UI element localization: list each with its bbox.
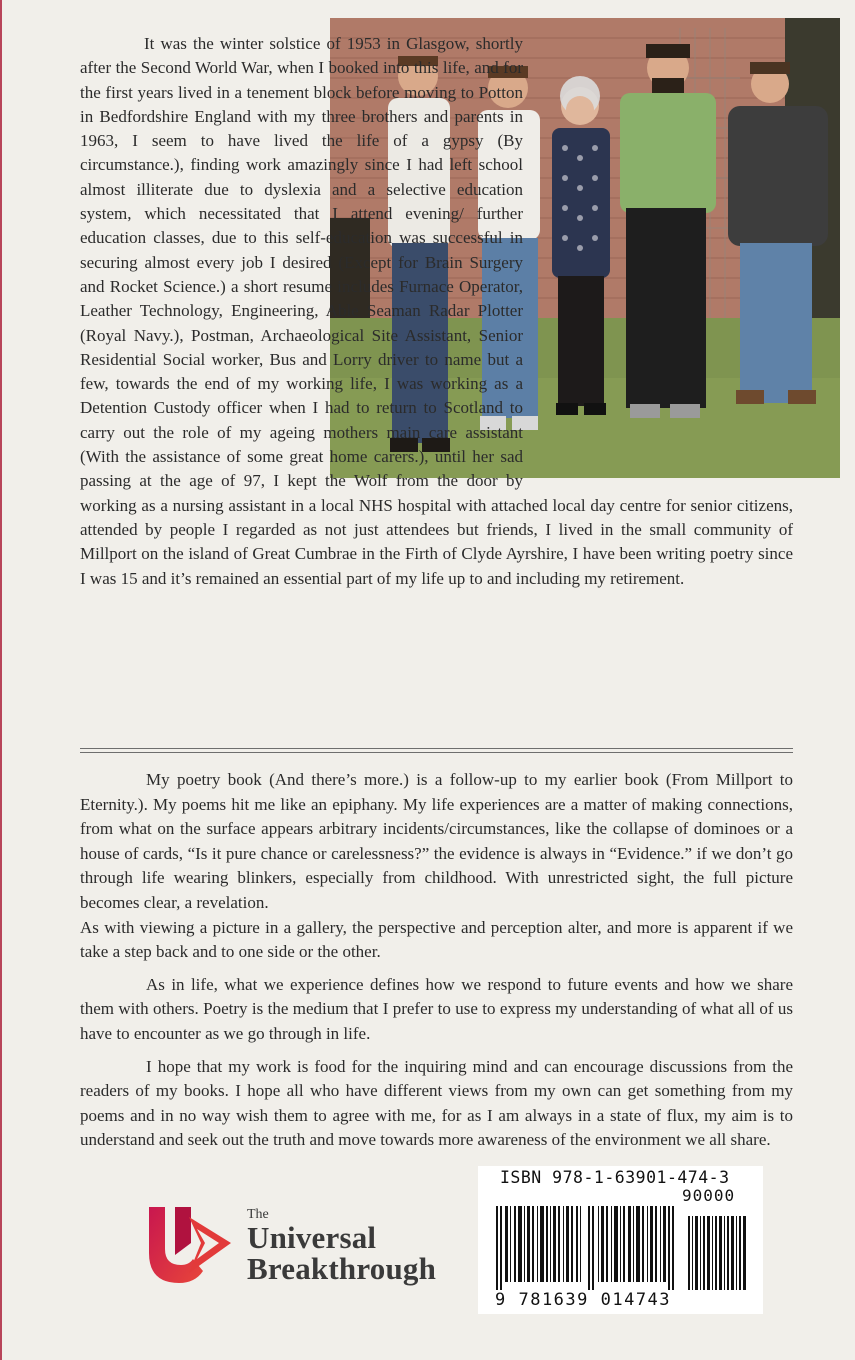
divider-line-bottom [80,752,793,753]
publisher-wordmark [247,1208,436,1284]
barcode-ean-digits: 9 781639 014743 [495,1290,672,1310]
essay-paragraph-3: As in life, what we experience defines how we respond to future events and how we share them with others. Poetry is the medium that I prefer to use to express my understanding of what all of us have to encounter as we go through in life. [80,974,793,1043]
publisher-logo [145,1200,465,1290]
photo-wrap-space [531,32,793,482]
essay-paragraph-4: I hope that my work is food for the inquiring mind and can encourage discussions from the readers of my books. I hope all who have different views from my own can get something from my poems and in no way wish them to agree with me, for as I am always in a state of flux, my aim is to understand and seek out the truth and move towards more awareness of the environment we all share. [80,1056,793,1150]
barcode-addon-digits: 90000 [682,1186,736,1205]
universal-breakthrough-logo-icon [145,1203,233,1285]
cover-edge-line [0,0,2,1360]
barcode-bars-icon [494,1206,749,1290]
essay-paragraph-2: As with viewing a picture in a gallery, the perspective and perception alter, and more is apparent if we take a step back and to one side or the other. [80,917,793,962]
publisher-the: The [247,1207,269,1222]
divider-line-top [80,748,793,749]
author-bio [80,32,793,591]
publisher-name-line1: Universal [247,1220,377,1255]
isbn-barcode [478,1166,763,1314]
book-description [80,768,793,1153]
isbn-label: ISBN 978-1-63901-474-3 [500,1168,730,1187]
bio-text: It was the winter solstice of 1953 in Glasgow, shortly after the Second World War, when I booked into this life, and for the first years lived in a tenement block before moving to Potton in Bedfordshire England with my three brothers and parents in 1963, I seem to have lived the life of a gypsy (By circumstance.), finding work amazingly since I had left school almost illiterate due to dyslexia and a selective education system, which necessitated that I attend evening/ further education classes, due to this self-education was successful in securing almost every job I desired (Except for Brain Surgery and Rocket Science.) a short resume includes Furnace Operator, Leather Technology, Engineering, Able Seaman Radar Plotter (Royal Navy.), Postman, Archaeological Site Assistant, Senior Residential Social worker, Bus and Lorry driver to name but a few, towards the end of my working life, I was working as a Detention Custody officer when I had to return to Scotland to carry out the role of my ageing mothers main care assistant (With the assistance of some great home carers.), until her sad passing at the age of 97, I kept the Wolf from the door by working as a nursing assistant in a local NHS hospital with attached local day centre for senior citizens, attended by people I regarded as not just attendees but friends, I lived in the small community of Millport on the island of Great Cumbrae in the Firth of Clyde Ayrshire, I have been writing poetry since I was 15 and it’s remained an essential part of my life up to and including my retirement. [80,34,793,588]
essay-paragraph-1: My poetry book (And there’s more.) is a follow-up to my earlier book (From Millport to Eternity.). My poems hit me like an epiphany. My life experiences are a matter of making connections, from what on the surface appears arbitrary incidents/circumstances, like the collapse of dominoes or a house of cards, “Is it pure chance or carelessness?” the evidence is always in “Evidence.” if we don’t go through life wearing blinkers, especially from childhood. With unrestricted sight, the full picture becomes clear, a revelation. [80,770,793,912]
publisher-name-line2: Breakthrough [247,1251,437,1286]
